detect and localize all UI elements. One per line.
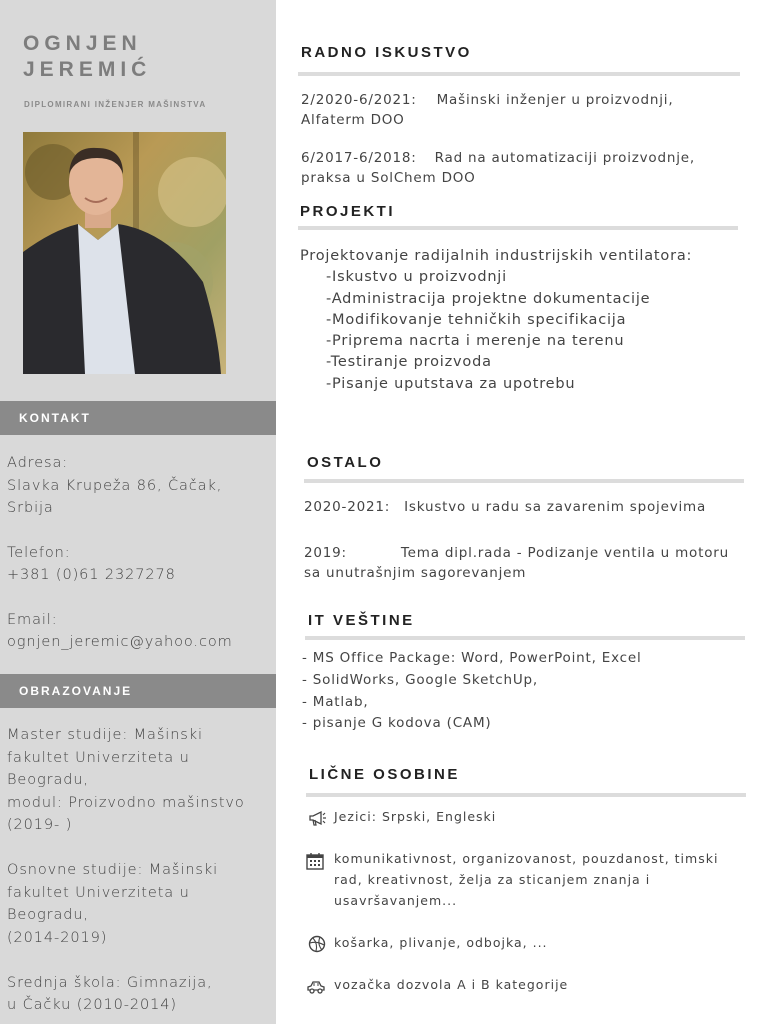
other-entry-1: [304, 497, 706, 517]
address-line-2: Srbija: [7, 500, 54, 516]
email-label: Email:: [7, 611, 58, 628]
traits-line: komunikativnost, organizovanost, pouzdanost, timski: [334, 851, 719, 866]
it-skill-item: - Matlab,: [302, 693, 369, 710]
other-period: 2020-2021:: [304, 499, 391, 515]
education-line: modul: Proizvodno mašinstvo: [7, 794, 245, 811]
other-entry-2: [304, 543, 729, 583]
education-list: [7, 724, 269, 1017]
hobbies-text: košarka, plivanje, odbojka, ...: [334, 935, 548, 950]
profile-photo: [23, 132, 226, 374]
project-item: -Modifikovanje tehničkih specifikacija: [326, 311, 627, 328]
project-item: -Testiranje proizvoda: [326, 354, 492, 371]
ball-icon: [307, 934, 327, 954]
education-line: Beogradu,: [7, 907, 89, 923]
work-description: Rad na automatizaciji proizvodnje,: [434, 150, 695, 166]
work-entry-2: [301, 148, 695, 188]
section-rule: [305, 636, 745, 640]
phone-value: +381 (0)61 2327278: [7, 567, 176, 583]
education-line: Beogradu,: [7, 772, 89, 788]
work-period: 6/2017-6/2018:: [301, 150, 417, 166]
person-name: [23, 31, 263, 83]
education-line: Srednja škola: Gimnazija,: [7, 974, 213, 991]
sidebar: [0, 0, 276, 1024]
work-company: praksa u SolChem DOO: [301, 170, 476, 186]
obrazovanje-header: OBRAZOVANJE: [0, 674, 276, 708]
section-title-it: IT VEŠTINE: [308, 612, 415, 629]
megaphone-icon: [307, 808, 327, 828]
section-title-personal: LIČNE OSOBINE: [309, 766, 460, 783]
section-title-other: OSTALO: [307, 454, 384, 471]
education-line: Osnovne studije: Mašinski: [7, 862, 219, 878]
address-label: Adresa:: [7, 455, 69, 471]
work-description: Mašinski inženjer u proizvodnji,: [436, 92, 674, 108]
it-skill-item: - SolidWorks, Google SketchUp,: [302, 671, 538, 688]
other-text-line2: sa unutrašnjim sagorevanjem: [304, 565, 527, 581]
traits-text: [334, 848, 718, 911]
address-line-1: Slavka Krupeža 86, Čačak,: [7, 477, 223, 494]
education-line: (2019- ): [7, 817, 73, 833]
education-line: u Čačku (2010-2014): [7, 997, 177, 1013]
project-item: -Priprema nacrta i merenje na terenu: [326, 333, 625, 350]
section-title-work: RADNO ISKUSTVO: [301, 44, 472, 61]
name-line-2: JEREMIĆ: [23, 58, 152, 81]
other-period: 2019:: [304, 545, 347, 561]
other-text: Tema dipl.rada - Podizanje ventila u motoru: [400, 545, 729, 561]
work-company: Alfaterm DOO: [301, 112, 405, 128]
education-line: fakultet Univerziteta u: [7, 884, 190, 901]
car-icon: [306, 977, 326, 997]
calendar-icon: [305, 851, 325, 871]
education-line: fakultet Univerziteta u: [7, 749, 190, 766]
other-text: Iskustvo u radu sa zavarenim spojevima: [404, 499, 707, 515]
section-rule: [298, 226, 738, 230]
it-skill-item: - MS Office Package: Word, PowerPoint, Excel: [302, 650, 642, 666]
project-block: [300, 246, 692, 395]
education-line: Master studije: Mašinski: [7, 727, 203, 743]
contact-info: [7, 452, 269, 654]
it-skill-item: - pisanje G kodova (CAM): [302, 715, 492, 732]
education-line: (2014-2019): [7, 929, 108, 946]
kontakt-header: KONTAKT: [0, 401, 276, 435]
work-entry-1: [301, 90, 673, 130]
project-item: -Iskustvo u proizvodnji: [326, 269, 507, 286]
it-skills-list: [302, 648, 642, 735]
phone-label: Telefon:: [7, 544, 71, 561]
license-text: vozačka dozvola A i B kategorije: [334, 977, 569, 992]
project-item: -Pisanje uputstava za upotrebu: [326, 375, 576, 392]
project-heading: Projektovanje radijalnih industrijskih ventilatora:: [300, 248, 693, 264]
email-link[interactable]: ognjen_jeremic@yahoo.com: [7, 634, 233, 650]
project-item: -Administracija projektne dokumentacije: [326, 290, 651, 307]
section-title-projects: PROJEKTI: [300, 203, 396, 220]
traits-line: usavršavanjem...: [334, 893, 458, 908]
job-title: DIPLOMIRANI INŽENJER MAŠINSTVA: [24, 100, 207, 109]
section-rule: [304, 479, 744, 483]
name-line-1: OGNJEN: [23, 32, 142, 55]
section-rule: [298, 72, 740, 76]
traits-line: rad, kreativnost, želja za sticanjem znanja i: [334, 872, 651, 887]
languages-text: Jezici: Srpski, Engleski: [334, 809, 497, 824]
section-rule: [306, 793, 746, 797]
work-period: 2/2020-6/2021:: [301, 92, 417, 108]
